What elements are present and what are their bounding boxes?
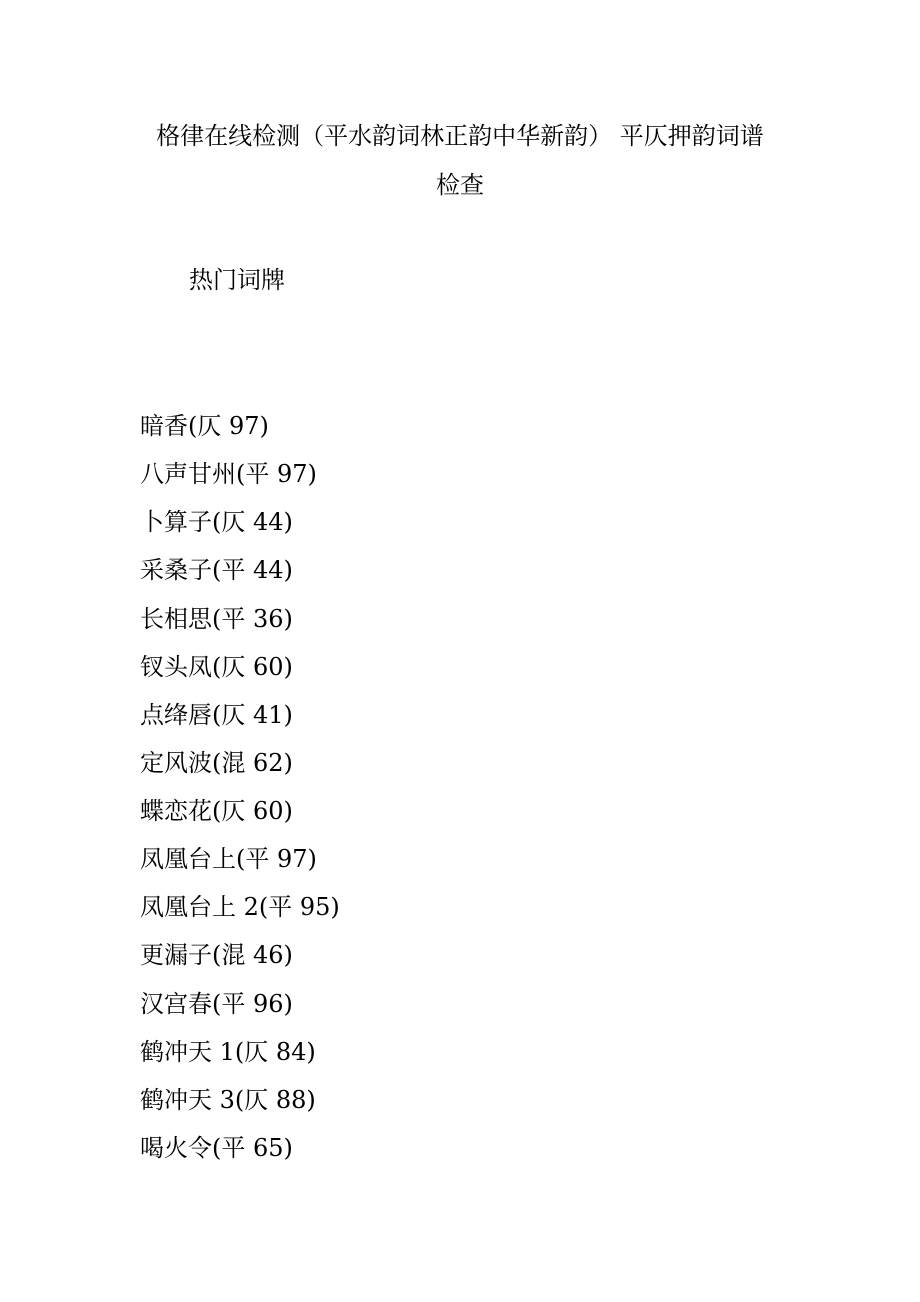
ci-pai-list <box>140 402 340 1172</box>
list-item: 蝶恋花(仄 60) <box>140 797 293 825</box>
list-item: 钗头凤(仄 60) <box>140 652 293 681</box>
list-item: 八声甘州(平 97) <box>140 460 317 489</box>
list-item: 暗香(仄 97) <box>140 412 269 440</box>
list-item: 凤凰台上 2(平 95) <box>140 893 340 922</box>
page-title-line-2: 检查 <box>436 171 484 199</box>
list-item: 长相思(平 36) <box>140 604 293 633</box>
list-item: 点绛唇(仄 41) <box>140 700 293 729</box>
list-item: 定风波(混 62) <box>140 748 293 777</box>
list-item: 更漏子(混 46) <box>140 941 293 970</box>
section-heading-popular-ci-pai: 热门词牌 <box>189 266 285 294</box>
list-item: 鹤冲天 1(仄 84) <box>140 1037 316 1066</box>
list-item: 汉宫春(平 96) <box>140 989 293 1018</box>
page-title-line-1: 格律在线检测（平水韵词林正韵中华新韵） 平仄押韵词谱 <box>156 122 764 150</box>
list-item: 凤凰台上(平 97) <box>140 845 317 874</box>
list-item: 采桑子(平 44) <box>140 556 293 585</box>
list-item: 卜算子(仄 44) <box>140 508 293 537</box>
list-item: 喝火令(平 65) <box>140 1133 293 1162</box>
list-item: 鹤冲天 3(仄 88) <box>140 1085 316 1114</box>
